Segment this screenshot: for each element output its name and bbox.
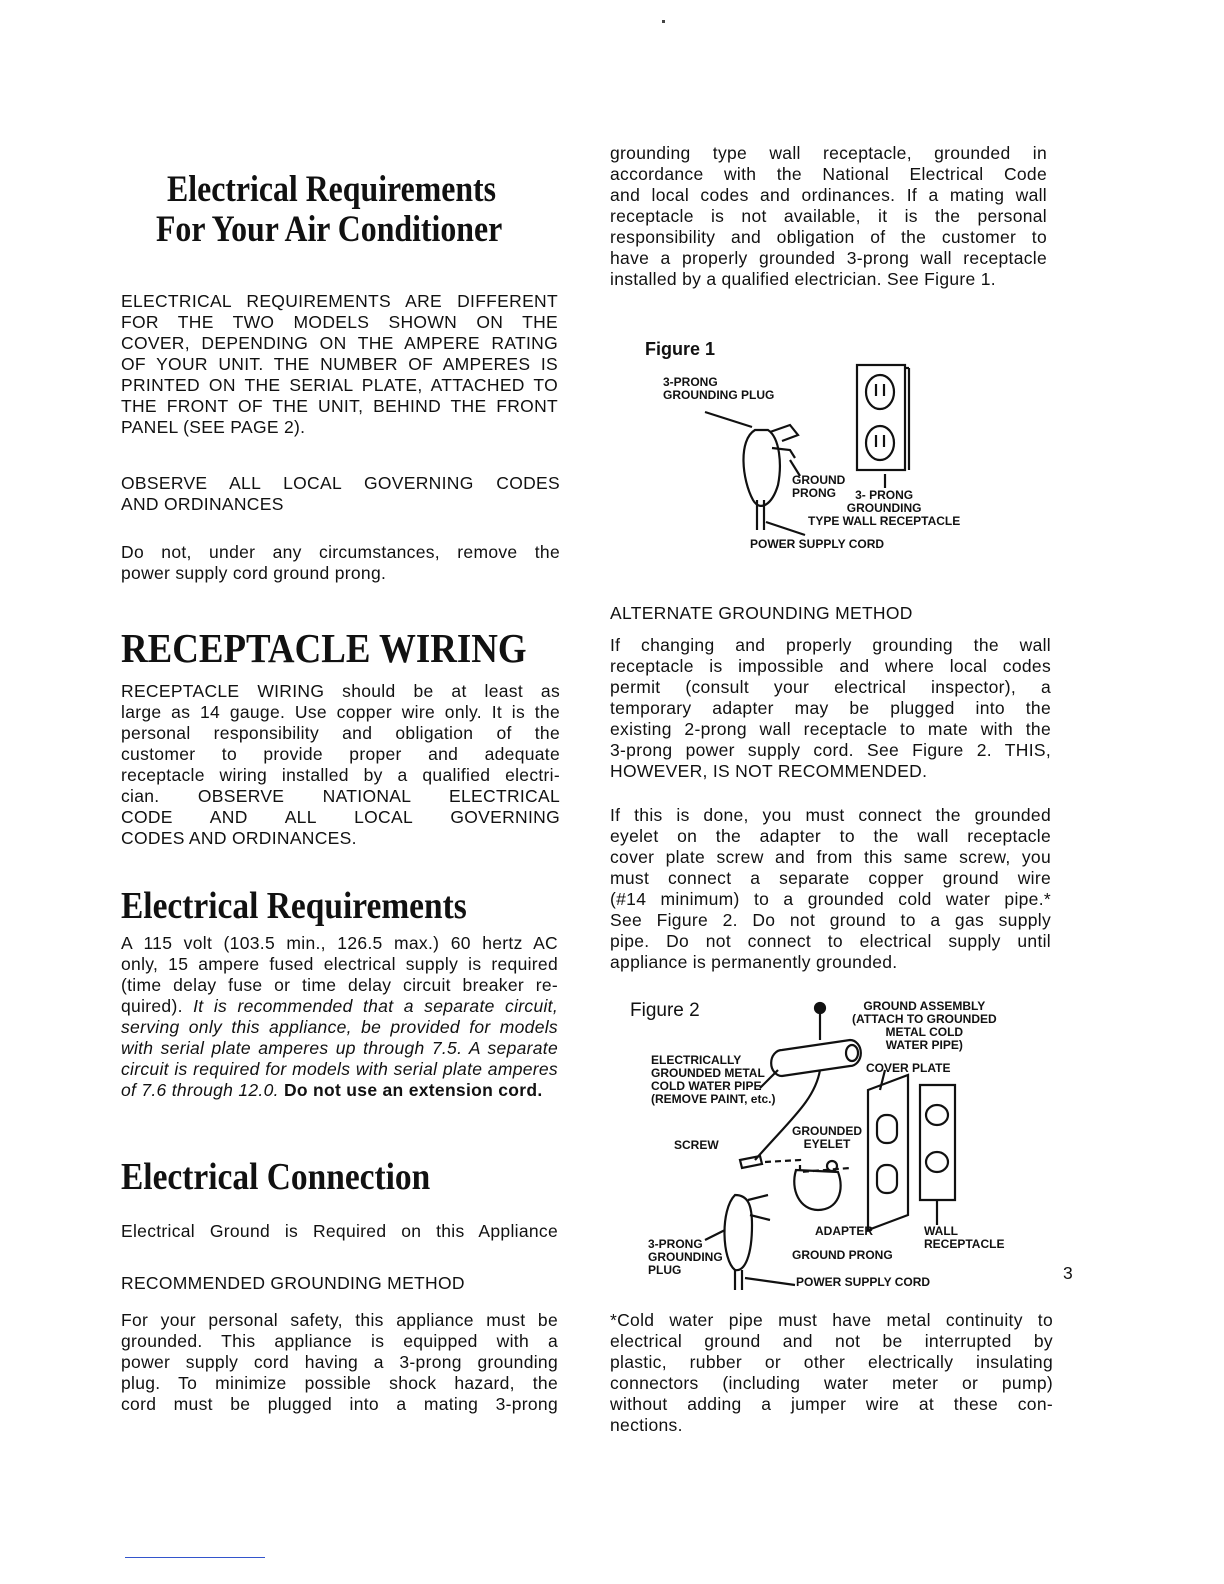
wall-receptacle-icon (857, 365, 905, 470)
text-line: have a properly grounded 3-prong wall receptacle (610, 248, 1047, 268)
wall-receptacle-icon (920, 1085, 955, 1200)
text-line: cover plate screw and from this same screw, you (610, 847, 1051, 867)
page-title-line-1: Electrical Requirements (167, 169, 497, 210)
text-line: If changing and properly grounding the wall (610, 635, 1051, 655)
text-line: COVER, DEPENDING ON THE AMPERE RATING (121, 333, 558, 353)
caption-line: GROUND (792, 473, 846, 487)
text-line: pipe. Do not connect to electrical supply until (610, 931, 1051, 951)
caption-line: COLD WATER PIPE (651, 1079, 762, 1093)
caption-line: EYELET (803, 1137, 851, 1151)
figure-2-ground-prong-label: GROUND PRONG (792, 1248, 893, 1262)
figure-1-receptacle-label (808, 489, 960, 528)
text-line: large as 14 gauge. Use copper wire only. It is the (121, 702, 560, 722)
cover-plate-icon (868, 1075, 908, 1230)
text-segment: circuit is required for models with serial plate amperes (121, 1059, 558, 1079)
receptacle-wiring-paragraph (121, 681, 560, 849)
figure-1-plug-label (663, 376, 774, 402)
alternate-heading-text: ALTERNATE GROUNDING METHOD (610, 603, 913, 623)
figure-2-wall-receptacle-label (924, 1225, 1004, 1251)
caption-line: TYPE WALL RECEPTACLE (808, 514, 961, 528)
figure-1-title: Figure 1 (645, 339, 716, 359)
text-line: HOWEVER, IS NOT RECOMMENDED. (610, 761, 928, 781)
ground-required-text (121, 1221, 558, 1242)
text-line: PANEL (SEE PAGE 2). (121, 417, 306, 437)
text-line: receptacle wiring installed by a qualified electri- (121, 765, 560, 785)
text-line: accordance with the National Electrical Code (610, 164, 1047, 184)
figure-2-screw-label: SCREW (674, 1138, 719, 1152)
figure-2-adapter-label: ADAPTER (815, 1224, 874, 1238)
text-line: power supply cord ground prong. (121, 563, 387, 583)
electrical-connection-heading: Electrical Connection (121, 1156, 431, 1198)
text-line (121, 1059, 558, 1080)
figure-2-plug-label (648, 1238, 723, 1277)
recommended-paragraph (121, 1310, 558, 1415)
ground-warning-paragraph (121, 542, 560, 584)
adapter-icon (794, 1170, 840, 1210)
caption-line: ELECTRICALLY (651, 1053, 742, 1067)
receptacle-wiring-heading: RECEPTACLE WIRING (121, 625, 527, 671)
text-line: For your personal safety, this appliance must be (121, 1310, 558, 1330)
text-line: without adding a jumper wire at these con- (610, 1394, 1053, 1414)
figure-2-pipe-label (651, 1054, 775, 1106)
figure-2-cord-label: POWER SUPPLY CORD (796, 1275, 931, 1289)
page-number (1063, 1263, 1073, 1284)
text-segment: It is recommended that a separate circuit, (193, 996, 558, 1016)
text-line: If this is done, you must connect the grounded (610, 805, 1051, 825)
text-line: personal responsibility and obligation of the (121, 723, 560, 743)
caption-line: GROUNDED METAL (651, 1066, 765, 1080)
caption-line: GROUND ASSEMBLY (863, 999, 986, 1013)
text-line (121, 1038, 558, 1059)
recommended-heading-text: RECOMMENDED GROUNDING METHOD (121, 1273, 465, 1293)
text-line: (time delay fuse or time delay circuit breaker re- (121, 975, 558, 995)
figure-1-cord-label: POWER SUPPLY CORD (750, 537, 885, 551)
water-pipe-icon (771, 1040, 861, 1076)
done-paragraph (610, 805, 1051, 973)
text-line: power supply cord having a 3-prong grounding (121, 1352, 558, 1372)
observe-paragraph (121, 473, 560, 515)
figure-2-eyelet-label (792, 1125, 862, 1151)
text-line: ELECTRICAL REQUIREMENTS ARE DIFFERENT (121, 291, 558, 311)
caption-line: GROUNDING (648, 1250, 723, 1264)
text-line: nections. (610, 1415, 683, 1435)
recommended-heading (121, 1273, 465, 1294)
alternate-heading (610, 603, 913, 624)
figure-2-cover-plate-label: COVER PLATE (866, 1061, 951, 1075)
caption-line: 3-PRONG (648, 1237, 703, 1251)
text-line: grounded. This appliance is equipped with a (121, 1331, 558, 1351)
text-line: connectors (including water meter or pump) (610, 1373, 1053, 1393)
caption-line: 3-PRONG (663, 375, 718, 389)
text-line: CODES AND ORDINANCES. (121, 828, 357, 848)
continued-paragraph (610, 143, 1047, 290)
text-line: AND ORDINANCES (121, 494, 284, 514)
text-line: receptacle is not available, it is the personal (610, 206, 1047, 226)
text-line: A 115 volt (103.5 min., 126.5 max.) 60 hertz AC (121, 933, 558, 953)
caption-line: WALL (924, 1224, 958, 1238)
text-line: plug. To minimize possible shock hazard, the (121, 1373, 558, 1393)
text-line: See Figure 2. Do not ground to a gas supply (610, 910, 1051, 930)
ground-required-line: Electrical Ground is Required on this Appliance (121, 1221, 558, 1241)
text-line: CODE AND ALL LOCAL GOVERNING (121, 807, 560, 827)
text-line: electrical ground and not be interrupted by (610, 1331, 1053, 1351)
text-line: only, 15 ampere fused electrical supply is required (121, 954, 558, 974)
text-line (121, 1017, 558, 1038)
text-line (121, 996, 558, 1017)
page-title-line-2: For Your Air Conditioner (156, 209, 503, 250)
caption-line: PLUG (648, 1263, 682, 1277)
text-line (121, 1080, 558, 1101)
alternate-paragraph (610, 635, 1051, 782)
text-line: cord must be plugged into a mating 3-prong (121, 1394, 558, 1414)
caption-line: WATER PIPE) (885, 1038, 963, 1052)
text-line: THE FRONT OF THE UNIT, BEHIND THE FRONT (121, 396, 558, 416)
caption-line: GROUNDED (792, 1124, 863, 1138)
caption-line: 3- PRONG (855, 488, 914, 502)
text-line: Do not, under any circumstances, remove the (121, 542, 560, 562)
scan-mark (662, 20, 665, 23)
text-line: OBSERVE ALL LOCAL GOVERNING CODES (121, 473, 560, 493)
text-segment: with serial plate amperes up through 7.5. A separate (121, 1038, 558, 1058)
electrical-requirements-paragraph (121, 933, 558, 1101)
caption-line: (ATTACH TO GROUNDED (852, 1012, 997, 1026)
text-line: 3-prong power supply cord. See Figure 2. THIS, (610, 740, 1051, 760)
text-line: responsibility and obligation of the customer to (610, 227, 1047, 247)
text-segment: serving only this appliance, be provided for models (121, 1017, 558, 1037)
text-line: (#14 minimum) to a grounded cold water pipe.* (610, 889, 1051, 909)
text-line: plastic, rubber or other electrically insulating (610, 1352, 1053, 1372)
caption-line: GROUNDING (846, 501, 922, 515)
text-line: FOR THE TWO MODELS SHOWN ON THE (121, 312, 558, 332)
figure-2-title: Figure 2 (630, 1000, 700, 1021)
text-segment: quired). (121, 996, 194, 1016)
text-line: *Cold water pipe must have metal continuity to (610, 1310, 1053, 1330)
text-line: must connect a separate copper ground wire (610, 868, 1051, 888)
plug-icon (724, 1195, 752, 1270)
page-number-text: 3 (1063, 1263, 1074, 1283)
text-line: temporary adapter may be plugged into the (610, 698, 1051, 718)
footer-rule (125, 1557, 265, 1558)
electrical-requirements-heading: Electrical Requirements (121, 885, 467, 927)
caption-line: METAL COLD (885, 1025, 964, 1039)
text-segment: of 7.6 through 12.0. (121, 1080, 284, 1100)
text-line: installed by a qualified electrician. See Figure 1. (610, 269, 996, 289)
caption-line: (REMOVE PAINT, etc.) (651, 1092, 776, 1106)
text-line: and local codes and ordinances. If a mating wall (610, 185, 1047, 205)
text-line: OF YOUR UNIT. THE NUMBER OF AMPERES IS (121, 354, 558, 374)
text-line: existing 2-prong wall receptacle to mate with the (610, 719, 1051, 739)
screw-icon (740, 1156, 762, 1168)
intro-paragraph (121, 291, 558, 438)
text-line: appliance is permanently grounded. (610, 952, 898, 972)
text-line: receptacle is impossible and where local codes (610, 656, 1051, 676)
text-line: RECEPTACLE WIRING should be at least as (121, 681, 560, 701)
text-line: cian. OBSERVE NATIONAL ELECTRICAL (121, 786, 560, 806)
text-segment: Do not use an extension cord. (283, 1080, 543, 1100)
plug-icon (743, 430, 779, 506)
text-line: permit (consult your electrical inspector), a (610, 677, 1051, 697)
footnote-paragraph (610, 1310, 1053, 1436)
figure-2-ground-assembly-label (852, 1000, 997, 1052)
caption-line: PRONG (792, 486, 837, 500)
text-line: grounding type wall receptacle, grounded in (610, 143, 1047, 163)
caption-line: GROUNDING PLUG (663, 388, 775, 402)
text-line: customer to provide proper and adequate (121, 744, 560, 764)
caption-line: RECEPTACLE (924, 1237, 1005, 1251)
text-line: PRINTED ON THE SERIAL PLATE, ATTACHED TO (121, 375, 558, 395)
text-line: eyelet on the adapter to the wall receptacle (610, 826, 1051, 846)
